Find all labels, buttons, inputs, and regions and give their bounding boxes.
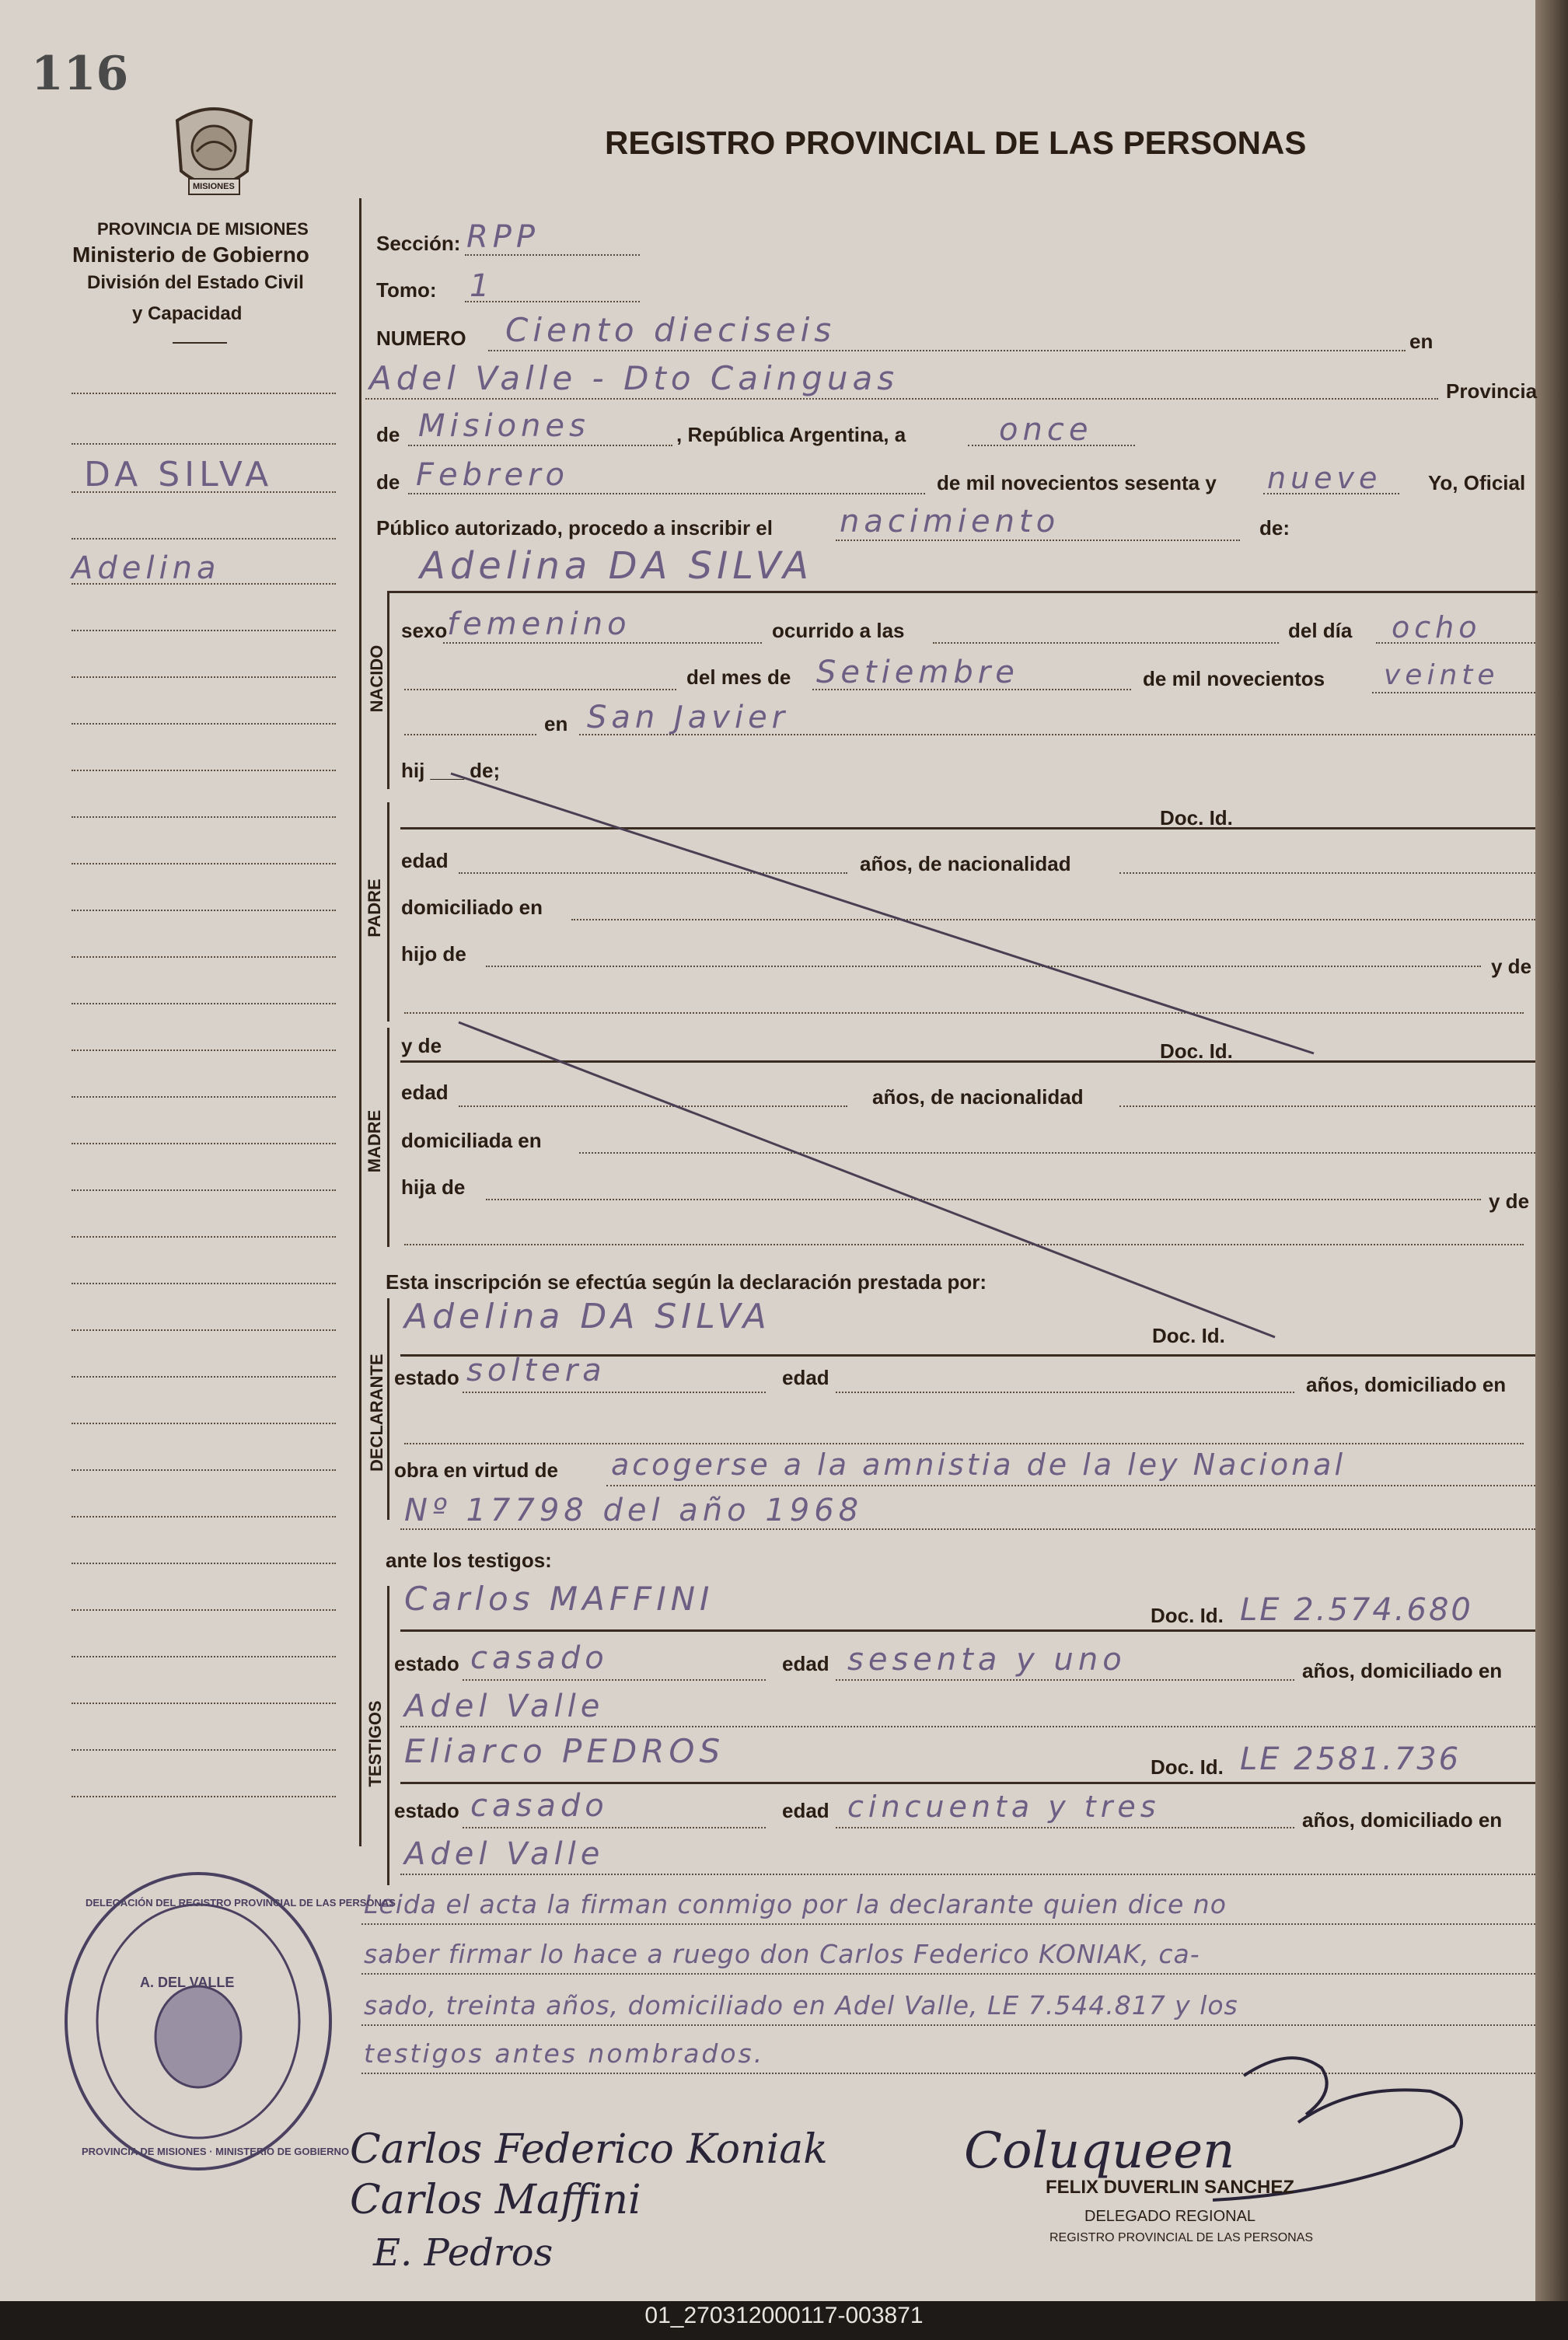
signature-official: Coluqueen	[964, 2122, 1235, 2180]
stamp-outer-text: DELEGACIÓN DEL REGISTRO PROVINCIAL DE LAS PERSONAS	[86, 1897, 396, 1909]
closing-line-1: Leida el acta la firman conmigo por la declarante quien dice no	[364, 1889, 1227, 1919]
mes-acta-value: Febrero	[416, 457, 569, 493]
official-stamp-icon	[58, 1866, 338, 2177]
madre-y-de-label-2: y de	[1489, 1189, 1530, 1213]
declarante-estado-label: estado	[394, 1366, 459, 1389]
stamp-inner-text: A. DEL VALLE	[140, 1975, 235, 1990]
lugar-nac-value: San Javier	[587, 700, 790, 735]
signature-pedros: E. Pedros	[373, 2231, 554, 2275]
testigo2-anos-label: años, domiciliado en	[1302, 1808, 1503, 1832]
closing-line-2: saber firmar lo hace a ruego don Carlos Federico KONIAK, ca-	[364, 1939, 1200, 1969]
tomo-value: 1	[470, 268, 494, 304]
numero-value: Ciento dieciseis	[505, 311, 836, 349]
seccion-value: RPP	[466, 219, 540, 255]
testigo1-doc-value: LE 2.574.680	[1240, 1592, 1473, 1628]
margin-surname: DA SILVA	[84, 455, 274, 494]
numero-label: NUMERO	[376, 327, 466, 350]
closing-line-3: sado, treinta años, domiciliado en Adel Valle, LE 7.544.817 y los	[364, 1990, 1238, 2020]
testigo1-estado-value: casado	[470, 1640, 609, 1676]
testigo2-estado-label: estado	[394, 1799, 459, 1822]
obra-label: obra en virtud de	[394, 1458, 558, 1482]
testigo2-edad-value: cincuenta y tres	[847, 1790, 1161, 1824]
madre-y-de-label: y de	[401, 1034, 442, 1057]
testigo2-edad-label: edad	[782, 1799, 829, 1822]
margin-given-name: Adelina	[72, 550, 221, 586]
anio-acta-value: nueve	[1267, 461, 1382, 495]
de-mil-label: de mil novecientos sesenta y	[937, 471, 1217, 494]
testigo1-doc-rule	[400, 1629, 1535, 1632]
tomo-label: Tomo:	[376, 278, 437, 302]
madre-domiciliada-label: domiciliada en	[401, 1129, 542, 1152]
testigo1-edad-value: sesenta y uno	[847, 1642, 1126, 1678]
testigo2-doc-rule	[400, 1782, 1535, 1784]
dia-value: ocho	[1392, 610, 1482, 644]
del-dia-label: del día	[1288, 619, 1353, 642]
ante-testigos-label: ante los testigos:	[386, 1549, 552, 1572]
seccion-label: Sección:	[376, 232, 461, 255]
division-label: División del Estado Civil	[87, 272, 304, 293]
official-name: FELIX DUVERLIN SANCHEZ	[1046, 2177, 1295, 2198]
testigo1-value: Carlos MAFFINI	[404, 1580, 714, 1618]
testigo1-anos-label: años, domiciliado en	[1302, 1659, 1503, 1682]
padre-hijo-label: hijo de	[401, 942, 466, 966]
padre-domiciliado-label: domiciliado en	[401, 896, 543, 919]
mes-value: Setiembre	[816, 655, 1019, 690]
madre-anos-label: años, de nacionalidad	[872, 1085, 1084, 1109]
official-title: DELEGADO REGIONAL	[1084, 2208, 1256, 2225]
hij-de-label: hij ___ de;	[401, 759, 501, 782]
madre-label: MADRE	[365, 1109, 384, 1173]
signature-maffini: Carlos Maffini	[350, 2177, 641, 2223]
del-mes-label: del mes de	[686, 665, 791, 689]
ministry-label: Ministerio de Gobierno	[72, 243, 309, 267]
document-number: 116	[31, 47, 129, 101]
obra-value-2: Nº 17798 del año 1968	[404, 1493, 864, 1528]
declarante-doc-label: Doc. Id.	[1152, 1324, 1225, 1347]
declarante-side-rule	[387, 1298, 389, 1520]
testigo2-dom-value: Adel Valle	[404, 1836, 605, 1872]
obra-value-1: acogerse a la amnistia de la ley Nacional	[611, 1448, 1346, 1482]
declarante-label: DECLARANTE	[367, 1353, 386, 1472]
sexo-value: femenino	[447, 606, 631, 642]
lugar-value: Adel Valle - Dto Cainguas	[369, 359, 899, 397]
madre-doc-label: Doc. Id.	[1160, 1039, 1233, 1063]
inscripcion-label: Esta inscripción se efectúa según la declaración prestada por:	[386, 1270, 987, 1294]
capacity-label: y Capacidad	[132, 303, 243, 324]
testigo2-value: Eliarco PEDROS	[404, 1732, 725, 1770]
provincia-label: Provincia	[1446, 379, 1538, 403]
declarante-value: Adelina DA SILVA	[404, 1297, 771, 1336]
testigo1-estado-label: estado	[394, 1652, 459, 1675]
padre-y-de-label: y de	[1491, 955, 1532, 978]
madre-hija-label: hija de	[401, 1175, 466, 1199]
acto-value: nacimiento	[840, 504, 1060, 540]
signature-koniak: Carlos Federico Koniak	[350, 2126, 828, 2173]
testigo2-doc-label: Doc. Id.	[1151, 1755, 1224, 1779]
en-lugar-label: en	[544, 712, 568, 735]
madre-edad-label: edad	[401, 1081, 449, 1104]
declarante-edad-label: edad	[782, 1366, 829, 1389]
stamp-bottom-text: PROVINCIA DE MISIONES · MINISTERIO DE GOBIERNO	[82, 2146, 350, 2157]
dia-acta-value: once	[999, 412, 1093, 448]
province-label: PROVINCIA DE MISIONES	[97, 219, 309, 239]
testigo2-doc-value: LE 2581.736	[1240, 1741, 1461, 1777]
padre-edad-label: edad	[401, 849, 449, 872]
de-colon-label: de:	[1259, 516, 1290, 540]
testigo2-estado-value: casado	[470, 1788, 609, 1824]
padre-anos-label: años, de nacionalidad	[860, 852, 1071, 875]
official-org: REGISTRO PROVINCIAL DE LAS PERSONAS	[1049, 2231, 1314, 2244]
republica-label: , República Argentina, a	[676, 423, 906, 446]
footer-label: 01_270312000117-003871	[644, 2303, 924, 2328]
publico-label: Público autorizado, procedo a inscribir el	[376, 516, 773, 540]
nacido-label: NACIDO	[367, 644, 386, 713]
de-label-1: de	[376, 423, 400, 446]
anio-value: veinte	[1384, 659, 1500, 691]
declarante-anos-label: años, domiciliado en	[1306, 1373, 1507, 1396]
testigo1-dom-value: Adel Valle	[404, 1689, 605, 1724]
provincia-value: Misiones	[418, 408, 590, 444]
page-title: REGISTRO PROVINCIAL DE LAS PERSONAS	[605, 124, 1307, 161]
testigo1-edad-label: edad	[782, 1652, 829, 1675]
declarante-estado-value: soltera	[466, 1353, 606, 1388]
closing-line-4: testigos antes nombrados.	[364, 2038, 765, 2069]
sexo-label: sexo	[401, 619, 448, 642]
testigo1-doc-label: Doc. Id.	[1151, 1604, 1224, 1627]
page-edge	[1535, 0, 1568, 2301]
crest-label: MISIONES	[193, 182, 235, 191]
padre-label: PADRE	[365, 878, 384, 938]
ocurrido-label: ocurrido a las	[772, 619, 905, 642]
nombre-value: Adelina DA SILVA	[420, 544, 813, 588]
de-label-2: de	[376, 470, 400, 494]
testigos-side-rule	[387, 1586, 389, 1885]
testigos-label: TESTIGOS	[365, 1700, 385, 1787]
padre-doc-label: Doc. Id.	[1160, 806, 1233, 829]
yo-oficial-label: Yo, Oficial	[1428, 471, 1526, 494]
en-label: en	[1409, 330, 1434, 353]
de-mil2-label: de mil novecientos	[1143, 667, 1325, 690]
